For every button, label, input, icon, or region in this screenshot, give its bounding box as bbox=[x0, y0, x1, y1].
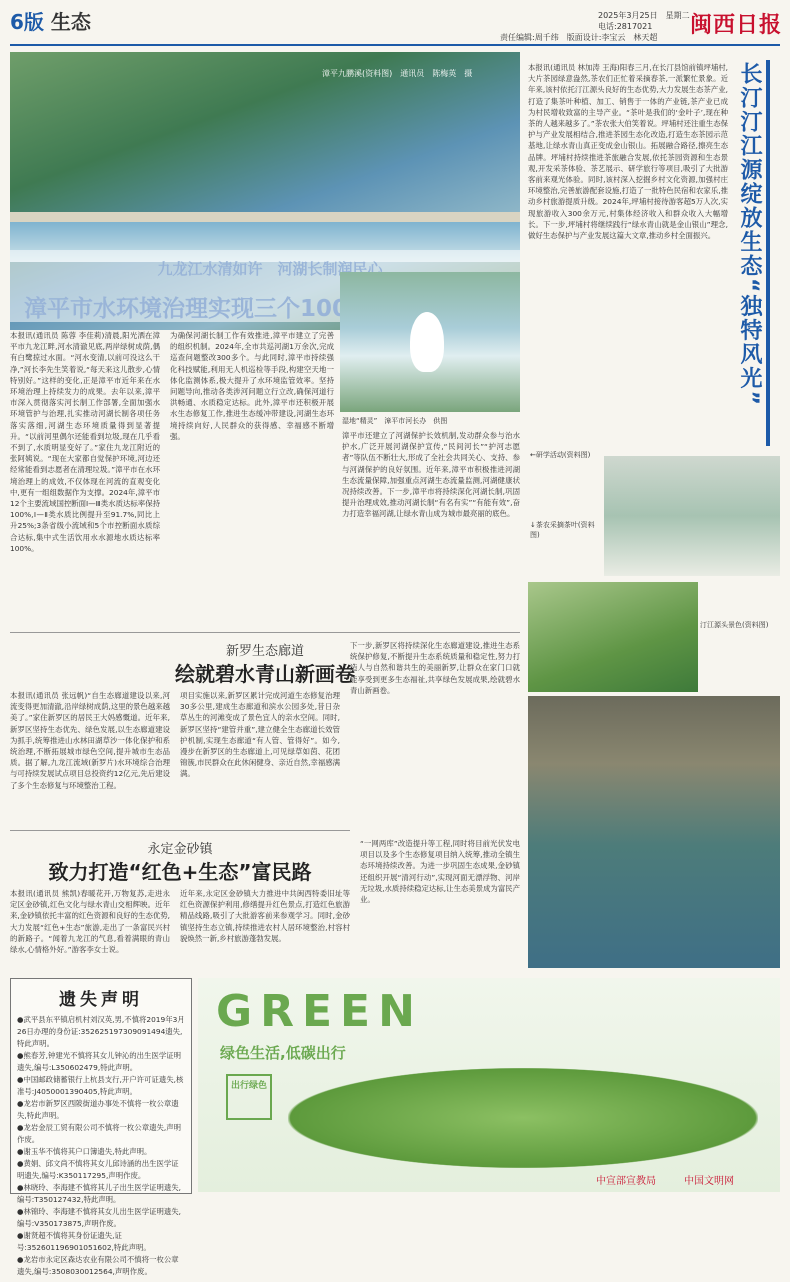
top-story-col3: 漳平市还建立了河湖保护长效机制,发动群众参与治水护水,广泛开展河湖保护宣传,“民间河长”“护河志愿者”等队伍不断壮大,形成了全社会共同关心、支持、参与河湖保护的良好氛围。近年来,漳平市积极推进河湖生态流量保障,加强重点河湖生态流量监测,河湖健康状况持续改善。下一步,漳平市将持续深化河湖长制,巩固提升治理成效,推动河湖长制“有名有实”“有能有效”,奋力打造幸福河湖,让绿水青山成为城市最亮丽的底色。 bbox=[342, 431, 520, 519]
notice-list bbox=[11, 1010, 191, 1282]
notice-item: ●武平县东平镇启机村刘汉英,男,不慎将2019年3月26日办理的身份证:352625197309091494遗失,特此声明。 bbox=[17, 1015, 185, 1048]
ad-footer-right: 中国文明网 bbox=[684, 1176, 734, 1187]
ad-stamp: 出行绿色 bbox=[226, 1074, 272, 1120]
story2-col1: 本报讯(通讯员 张远帆)“自生态廊道建设以来,河流变得更加清澈,沿岸绿树成荫,这里的景色越来越美了。”家住新罗区的居民王大妈感慨道。近年来,新罗区坚持生态优先、绿色发展,以生态廊道建设为抓手,统筹推进山水林田湖草沙一体化保护和系统治理,不断拓展城市绿色空间,提升城市生态品质。据了解,九龙江流域(新罗片)水环境综合治理与可持续发展试点项目总投资约12亿元,先后建设了多个生态修复与环境整治工程。 bbox=[10, 691, 170, 790]
ad-footer-left: 中宣部宣教局 bbox=[596, 1176, 656, 1187]
story2-subtitle: 新罗生态廊道 bbox=[225, 644, 304, 659]
egret-shape bbox=[410, 312, 444, 372]
side-caption-3: 汀江源头景色(资料图) bbox=[700, 621, 769, 629]
side-caption-2: ↓茶农采摘茶叶(资料图) bbox=[530, 521, 595, 539]
notice-item: ●黄娟、邱文尚不慎将其女儿邱诗涵的出生医学证明遗失,编号:K350117295,声明作废。 bbox=[17, 1159, 179, 1180]
notice-item: ●林晓玲、李海建不慎将其儿子出生医学证明遗失,编号:T350127432,特此声明。 bbox=[17, 1183, 182, 1204]
egret-photo bbox=[340, 272, 520, 412]
section-divider-1 bbox=[10, 632, 520, 633]
story2-col2: 项目实施以来,新罗区累计完成河道生态修复治理30多公里,建成生态廊道和滨水公园多处,昔日杂草丛生的河滩变成了景色宜人的亲水空间。同时,新罗区坚持“建管并重”,建立健全生态廊道长效管护机制,实现生态廊道“有人管、管得好”。如今,漫步在新罗区的生态廊道上,可见绿草如茵、花团锦簇,市民群众在此休闲健身、亲近自然,幸福感满满。 bbox=[180, 691, 340, 779]
story3-col1: 本报讯(通讯员 熊凯)春暖花开,万物复苏,走进永定区金砂镇,红色文化与绿水青山交相辉映。近年来,金砂镇依托丰富的红色资源和良好的生态优势,大力发展“红色+生态”旅游,走出了一条富民兴村的新路子。“闻着九龙江的气息,看着满眼的青山绿水,心情格外好。”游客李女士说。 bbox=[10, 889, 170, 955]
header-meta bbox=[598, 10, 690, 32]
notice-item: ●龙岩市新罗区西陂街道办事处不慎将一枚公章遗失,特此声明。 bbox=[17, 1099, 179, 1120]
phone-number: 电话:2817021 bbox=[598, 22, 653, 31]
section-divider-2 bbox=[10, 830, 350, 831]
side-story-title: 长汀汀江源绽放生态“独特风光” bbox=[737, 62, 762, 407]
notice-item: ●林锦玲、李海建不慎将其女儿出生医学证明遗失,编号:V350173875,声明作废。 bbox=[17, 1207, 182, 1228]
photo-bridge bbox=[10, 212, 520, 222]
side-caption-1: ←研学活动(资料图) bbox=[530, 451, 591, 459]
notice-title: 遗失声明 bbox=[59, 990, 143, 1010]
issue-date: 2025年3月25日 星期二 bbox=[598, 11, 690, 20]
notice-item: ●谢贤超不慎将其身份证遗失,证号:352601196901051602,特此声明。 bbox=[17, 1231, 151, 1252]
page-number bbox=[10, 6, 91, 35]
lost-notice-box bbox=[10, 978, 192, 1276]
story3-col2: 近年来,永定区金砂镇大力推进中共闽西特委旧址等红色资源保护利用,修缮提升红色景点,打造红色旅游精品线路,吸引了大批游客前来参观学习。同时,金砂镇坚持生态立镇,持续推进农村人居环境整治,村容村貌焕然一新,乡村旅游蓬勃发展。 bbox=[180, 889, 350, 943]
study-photo bbox=[604, 456, 780, 576]
top-story-col2: 为确保河湖长制工作有效推进,漳平市建立了完善的组织机制。2024年,全市共巡河湖1万余次,完成巡查问题整改300多个。与此同时,漳平市持续强化科技赋能,利用无人机巡检等手段,构建空天地一体化监测体系,极大提升了水环境监管效率。坚持问题导向,推动各类涉河问题立行立改,确保河道行洪畅通、水质稳定达标。此外,漳平市还积极开展水生态修复工作,推进生态缓冲带建设,河湖生态环境持续向好,人民群众的获得感、幸福感不断增强。 bbox=[170, 331, 334, 441]
story2-title: 绘就碧水青山新画卷 bbox=[175, 662, 355, 686]
side-story-text: 本报讯(通讯员 林加涛 王海)阳春三月,在长汀县馆前镇坪埔村,大片茶园绿意盎然,茶农们正忙着采摘春茶,一派繁忙景象。近年来,该村依托汀江源头良好的生态优势,大力发展生态茶产业,打造了集茶叶种植、加工、销售于一体的产业链,茶产业已成为村民增收致富的主导产业。“茶叶是我们的‘金叶子’,现在种茶的人越来越多了。”茶农张大伯笑着说。坪埔村还注重生态保护与产业发展相结合,推进茶园生态化改造,打造生态茶园示范基地,让绿水青山真正变成金山银山。拓展融合路径,擦亮生态品牌。坪埔村持续推进茶旅融合发展,依托茶园资源和生态景观,开发采茶体验、茶艺展示、研学旅行等项目,吸引了大批游客前来观光体验。同时,该村深入挖掘乡村文化资源,加强村庄环境整治,完善旅游配套设施,打造了一批特色民宿和农家乐,推动乡村旅游提质升级。2024年,坪埔村接待游客超5万人次,实现旅游收入300余万元,村集体经济收入和群众收入大幅增长。下一步,坪埔村将继续践行“绿水青山就是金山银山”理念,做好生态保护与产业发展这篇大文章,推动乡村全面振兴。 bbox=[528, 63, 728, 241]
story3-col4: “一网两库”改造提升等工程,同时将目前光伏发电项目以及多个生态修复项目纳入统筹,推动全镇生态环境持续改善。为进一步巩固生态成果,金砂镇还组织开展“清河行动”,实现河面无漂浮物、河岸无垃圾,水质持续稳定达标,让生态美景成为富民产业。 bbox=[360, 839, 520, 905]
story3-subtitle: 永定金砂镇 bbox=[147, 842, 213, 857]
top-photo-caption: 漳平九鹏溪(资料图) 通讯员 陈梅英 摄 bbox=[322, 69, 473, 78]
header-rule bbox=[10, 44, 780, 46]
tea-photo bbox=[528, 582, 698, 692]
notice-item: ●中国邮政储蓄银行上杭县支行,开户许可证遗失,核准号:J4050001390405,特此声明。 bbox=[17, 1075, 184, 1096]
ad-slogan: 绿色生活,低碳出行 bbox=[220, 1044, 346, 1062]
story3-title: 致力打造“红色+生态”富民路 bbox=[48, 860, 312, 884]
newspaper-logo: 闽西日报 bbox=[690, 12, 783, 38]
section-name: 生态 bbox=[50, 10, 91, 34]
leaf-icon bbox=[288, 1068, 758, 1168]
page-num-text: 6版 bbox=[10, 10, 44, 34]
cave-photo bbox=[528, 696, 780, 968]
ad-headline: GREEN bbox=[216, 986, 423, 1037]
side-title-bar bbox=[766, 60, 770, 446]
notice-item: ●熊春芳,钟建光不慎将其女儿钟沁的出生医学证明遗失,编号:L350602479,特此声明。 bbox=[17, 1051, 182, 1072]
story2-col3: 下一步,新罗区将持续深化生态廊道建设,推进生态系统保护修复,不断提升生态系统质量和稳定性,努力打造人与自然和谐共生的美丽新罗,让群众在家门口就能享受到更多生态福祉,共享绿色发展成果,绘就碧水青山新画卷。 bbox=[350, 641, 520, 695]
top-story-col1: 本报讯(通讯员 陈蓉 李佳莉)清晨,阳光洒在漳平市九龙江畔,河水清澈见底,两岸绿树成荫,偶有白鹭掠过水面。“河水变清,以前可没这么干净,”河长李先生笑着说,“每天来这儿散步,心情特别好。”这样的变化,正是漳平市近年来在水环境治理上持续发力的成果。去年以来,漳平市深入贯彻落实河长制工作部署,全面加强水环境管护与治理,扎实推动河湖长制各项任务落实落细,河湖生态环境质量得到显著提升。“以前河里偶尔还能看到垃圾,现在几乎看不到了,水质明显变好了。”家住九龙江附近的张阿姨说。“现在大家都自觉保护环境,河边还经常能看到志愿者在清理垃圾。”漳平市在水环境治理上的成效,不仅体现在河流的直观变化中,更有一组组数据作为支撑。2024年,漳平市12个主要流域国控断面Ⅰ—Ⅲ类水质达标率保持100%,Ⅰ—Ⅱ类水质比例提升至91.7%,同比上升25%;3条省级小流域和5个市控断面水质综合达标,集中式生活饮用水水源地水质达标率100%。 bbox=[10, 331, 160, 553]
notice-item: ●谢玉华不慎将其户口簿遗失,特此声明。 bbox=[17, 1147, 152, 1156]
notice-item: ●龙岩金辰工贸有限公司不慎将一枚公章遗失,声明作废。 bbox=[17, 1123, 182, 1144]
editors-line: 责任编辑:周千纬 版面设计:李宝云 林天超 bbox=[500, 33, 658, 42]
green-ad bbox=[198, 978, 780, 1192]
egret-caption: 湿地“精灵” 漳平市河长办 供图 bbox=[342, 417, 448, 425]
notice-item: ●龙岩市永定区森达农业有限公司不慎将一枚公章遗失,编号:3508030012564,声明作废。 bbox=[17, 1255, 179, 1276]
